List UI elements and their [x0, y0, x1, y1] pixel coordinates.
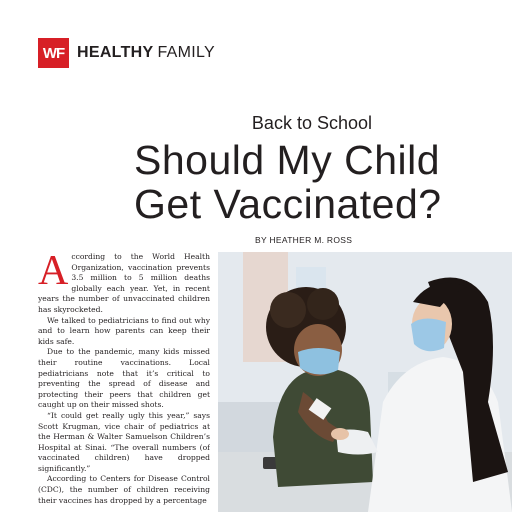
- article-photo: [218, 252, 512, 512]
- brand-name-bold: HEALTHY: [77, 44, 154, 61]
- paragraph-text: ccording to the World Health Organization, vaccination prevents 3.5 million to 5 million deaths globally each year. Yet, in recent years the number of unvaccinated children has skyrocketed.: [38, 252, 210, 314]
- brand-name: [77, 44, 215, 62]
- masthead: [38, 38, 215, 68]
- section-kicker: Back to School: [251, 113, 372, 133]
- headline-line-2: Get Vaccinated?: [134, 181, 442, 227]
- body-paragraph: [38, 252, 210, 316]
- byline: BY HEATHER M. ROSS: [255, 235, 353, 245]
- body-paragraph: According to Centers for Disease Control (CDC), the number of children receiving their vaccines has dropped by a percentage: [38, 474, 210, 505]
- article-headline: [134, 138, 479, 226]
- body-paragraph: “It could get really ugly this year,” says Scott Krugman, vice chair of pediatrics at the Herman & Walter Samuelson Children’s Hospital at Sinai. “The overall numbers (of vaccinated children) have dropped significantly.”: [38, 410, 210, 473]
- article-body: [38, 252, 210, 512]
- drop-cap: A: [38, 252, 69, 294]
- brand-logo[interactable]: WF: [38, 38, 69, 68]
- headline-line-1: Should My Child: [134, 137, 441, 183]
- brand-name-light: FAMILY: [157, 44, 215, 61]
- body-paragraph: Due to the pandemic, many kids missed their routine vaccinations. Local pediatricians note that it’s critical to preventing the spread of disease and protecting their peers that children get caught up on their missed shots.: [38, 347, 210, 410]
- vaccination-photo-illustration: [218, 252, 512, 512]
- body-paragraph: We talked to pediatricians to find out why and to learn how parents can keep their kids safe.: [38, 315, 210, 346]
